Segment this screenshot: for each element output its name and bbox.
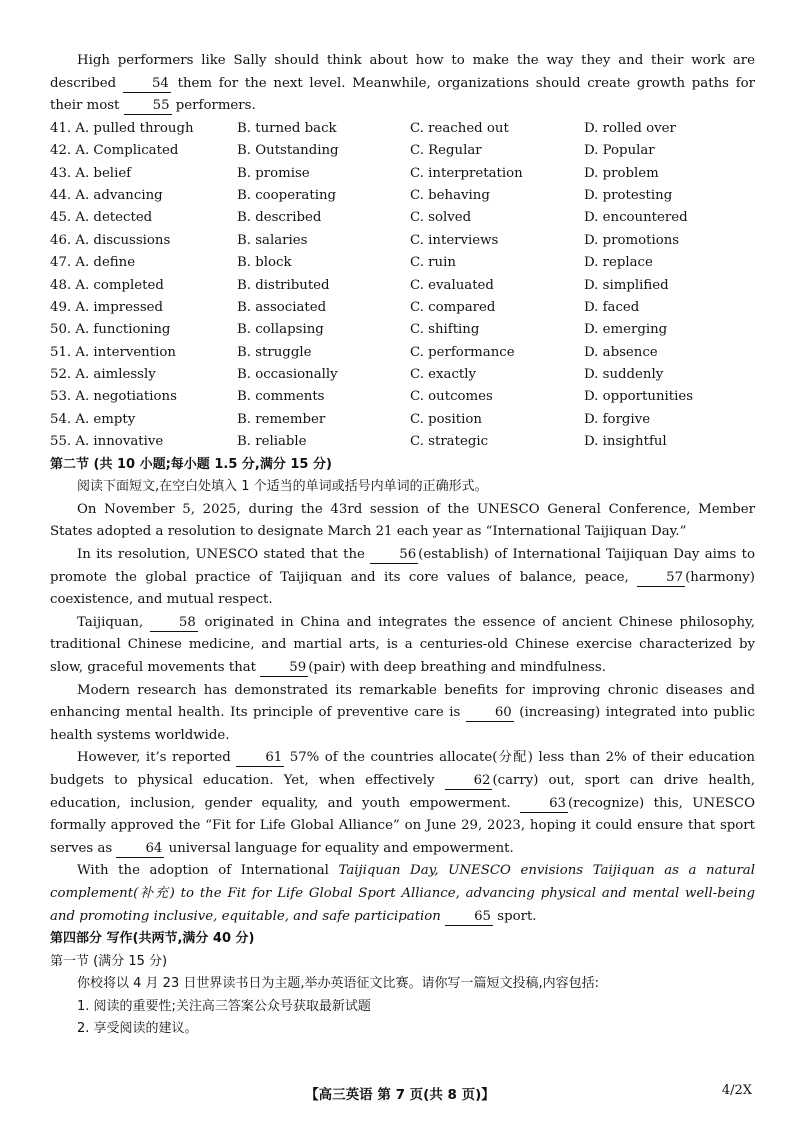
- intro-text-1: High performers like Sally should think about how to make the way they and their work are described: [50, 53, 755, 91]
- passage-text: In its resolution, UNESCO stated that the: [77, 547, 365, 563]
- option-d: D. faced: [584, 299, 640, 315]
- option-a: 45. A. detected: [50, 210, 153, 226]
- part4-section1-heading: 第一节 (满分 15 分): [50, 953, 168, 969]
- page-footer: [0, 1083, 800, 1103]
- passage-text: Modern research has demonstrated its remarkable benefits for improving chronic diseases and enhancing mental health. Its principle of preventive care is: [50, 682, 755, 721]
- blank-54: 54: [123, 75, 171, 93]
- passage-text: However, it’s reported: [77, 750, 231, 766]
- passage-text: With the adoption of International: [77, 863, 329, 879]
- blank-61: 61: [236, 749, 284, 767]
- option-row: [50, 342, 755, 364]
- option-d: D. replace: [584, 255, 653, 271]
- option-d: D. promotions: [584, 232, 680, 248]
- passage-text: (establish) of International Taijiquan Day aims to promote the global practice of Taijiquan and its core values of balance, peace,: [50, 547, 755, 585]
- option-b: B. Outstanding: [237, 143, 339, 159]
- option-a: 55. A. innovative: [50, 434, 164, 450]
- option-row: [50, 207, 755, 229]
- exam-page: [50, 50, 755, 1041]
- option-a: 47. A. define: [50, 255, 136, 271]
- option-b: B. described: [237, 210, 322, 226]
- option-a: 51. A. intervention: [50, 344, 176, 360]
- option-d: D. Popular: [584, 143, 655, 159]
- option-c: C. strategic: [410, 434, 489, 450]
- option-row: [50, 297, 755, 319]
- passage-text: 57% of the countries allocate(分配) less than 2% of their education budgets to physical education. Yet, when effectively: [50, 750, 755, 788]
- options-table: [50, 118, 755, 454]
- passage-text: (harmony) coexistence, and mutual respect.: [50, 569, 755, 608]
- passage-paragraph-3: [50, 612, 755, 680]
- passage-text-italic: as a natural complement(补充) to the Fit for Life Global Sport Alliance, advancing physical and mental well-being and promoting inclusive, equitable, and safe participation: [50, 863, 755, 924]
- section2-heading: 第二节 (共 10 小题;每小题 1.5 分,满分 15 分): [50, 456, 332, 472]
- option-d: D. suddenly: [584, 367, 664, 383]
- option-row: [50, 364, 755, 386]
- intro-text-3: performers.: [175, 98, 256, 114]
- option-b: B. occasionally: [237, 367, 338, 383]
- option-c: C. compared: [410, 299, 496, 315]
- option-row: [50, 431, 755, 453]
- option-d: D. rolled over: [584, 120, 676, 136]
- blank-56: 56: [370, 546, 418, 564]
- option-c: C. evaluated: [410, 277, 494, 293]
- option-d: D. problem: [584, 165, 659, 181]
- option-c: C. reached out: [410, 120, 509, 136]
- passage-text: universal language for equality and empowerment.: [168, 840, 514, 856]
- option-c: C. behaving: [410, 187, 490, 203]
- option-b: B. struggle: [237, 344, 312, 360]
- option-d: D. simplified: [584, 277, 669, 293]
- option-b: B. associated: [237, 299, 327, 315]
- part4-heading: 第四部分 写作(共两节,满分 40 分): [50, 931, 255, 947]
- passage-paragraph-5: [50, 747, 755, 860]
- option-row: [50, 140, 755, 162]
- passage-paragraph-1: On November 5, 2025, during the 43rd session of the UNESCO General Conference, Member States adopted a resolution to designate March 21 each year as “International Taijiquan Day.”: [50, 501, 755, 540]
- writing-item-1: 1. 阅读的重要性;关注高三答案公众号获取最新试题: [77, 998, 371, 1014]
- option-b: B. block: [237, 255, 292, 271]
- passage-text: Taijiquan,: [77, 614, 144, 630]
- option-d: D. forgive: [584, 411, 651, 427]
- blank-58: 58: [150, 614, 198, 632]
- option-row: [50, 275, 755, 297]
- option-c: C. solved: [410, 210, 472, 226]
- option-c: C. outcomes: [410, 389, 493, 405]
- option-a: 46. A. discussions: [50, 232, 171, 248]
- option-b: B. promise: [237, 165, 310, 181]
- passage-text: originated in China and integrates the essence of ancient Chinese philosophy, traditional Chinese medicine, and martial arts, is a centuries-old Chinese exercise characterized by slow, graceful movements that: [50, 614, 755, 675]
- option-a: 48. A. completed: [50, 277, 164, 293]
- option-row: [50, 409, 755, 431]
- option-a: 54. A. empty: [50, 411, 136, 427]
- option-b: B. remember: [237, 411, 326, 427]
- blank-60: 60: [466, 704, 514, 722]
- blank-55: 55: [124, 97, 172, 115]
- blank-59: 59: [260, 659, 308, 677]
- intro-text-2: them for the next level. Meanwhile, organizations should create growth paths for their most: [50, 75, 756, 114]
- option-row: [50, 252, 755, 274]
- option-b: B. collapsing: [237, 322, 324, 338]
- blank-63: 63: [520, 795, 568, 813]
- option-d: D. insightful: [584, 434, 667, 450]
- paper-code: 4/2X: [721, 1083, 752, 1098]
- blank-64: 64: [116, 840, 164, 858]
- passage-paragraph-6: [50, 860, 755, 928]
- option-a: 52. A. aimlessly: [50, 367, 156, 383]
- option-a: 42. A. Complicated: [50, 143, 179, 159]
- option-a: 53. A. negotiations: [50, 389, 177, 405]
- option-a: 43. A. belief: [50, 165, 132, 181]
- option-d: D. absence: [584, 344, 658, 360]
- option-a: 49. A. impressed: [50, 299, 164, 315]
- option-c: C. interpretation: [410, 165, 523, 181]
- blank-57: 57: [637, 569, 685, 587]
- option-row: [50, 230, 755, 252]
- page-number: 【高三英语 第 7 页(共 8 页)】: [305, 1087, 495, 1103]
- option-b: B. turned back: [237, 120, 337, 136]
- option-a: 41. A. pulled through: [50, 120, 194, 136]
- option-c: C. position: [410, 411, 482, 427]
- option-c: C. shifting: [410, 322, 480, 338]
- option-d: D. emerging: [584, 322, 668, 338]
- option-d: D. protesting: [584, 187, 673, 203]
- option-d: D. encountered: [584, 210, 688, 226]
- option-b: B. salaries: [237, 232, 308, 248]
- option-b: B. distributed: [237, 277, 330, 293]
- blank-65: 65: [445, 908, 493, 926]
- option-c: C. performance: [410, 344, 515, 360]
- option-row: [50, 319, 755, 341]
- option-a: 44. A. advancing: [50, 187, 163, 203]
- option-row: [50, 163, 755, 185]
- passage-text: (recognize) this, UNESCO formally approved the “Fit for Life Global Alliance” on June 29, 2023, hoping it could ensure that sport serves as: [50, 795, 755, 856]
- option-c: C. Regular: [410, 143, 482, 159]
- intro-paragraph: [50, 50, 755, 118]
- option-c: C. interviews: [410, 232, 499, 248]
- passage-text-italic: Taijiquan Day, UNESCO envisions Taijiquan: [338, 863, 655, 879]
- option-b: B. reliable: [237, 434, 307, 450]
- passage-paragraph-4: [50, 680, 755, 748]
- option-row: [50, 118, 755, 140]
- passage-text: (carry) out, sport can drive health, education, inclusion, gender equality, and youth empowerment.: [50, 772, 755, 811]
- passage-text: (increasing) integrated into public health systems worldwide.: [50, 705, 755, 743]
- passage-text: sport.: [497, 908, 537, 924]
- option-b: B. cooperating: [237, 187, 337, 203]
- option-c: C. ruin: [410, 255, 456, 271]
- blank-62: 62: [445, 772, 493, 790]
- section2-instruction: 阅读下面短文,在空白处填入 1 个适当的单词或括号内单词的正确形式。: [77, 479, 488, 495]
- option-c: C. exactly: [410, 367, 477, 383]
- option-a: 50. A. functioning: [50, 322, 171, 338]
- passage-paragraph-2: [50, 544, 755, 612]
- option-row: [50, 386, 755, 408]
- writing-item-2: 2. 享受阅读的建议。: [77, 1021, 198, 1037]
- option-b: B. comments: [237, 389, 325, 405]
- option-row: [50, 185, 755, 207]
- writing-task: 你校将以 4 月 23 日世界读书日为主题,举办英语征文比赛。请你写一篇短文投稿,内容包括:: [77, 976, 599, 992]
- option-d: D. opportunities: [584, 389, 694, 405]
- passage-text: (pair) with deep breathing and mindfulness.: [308, 659, 606, 675]
